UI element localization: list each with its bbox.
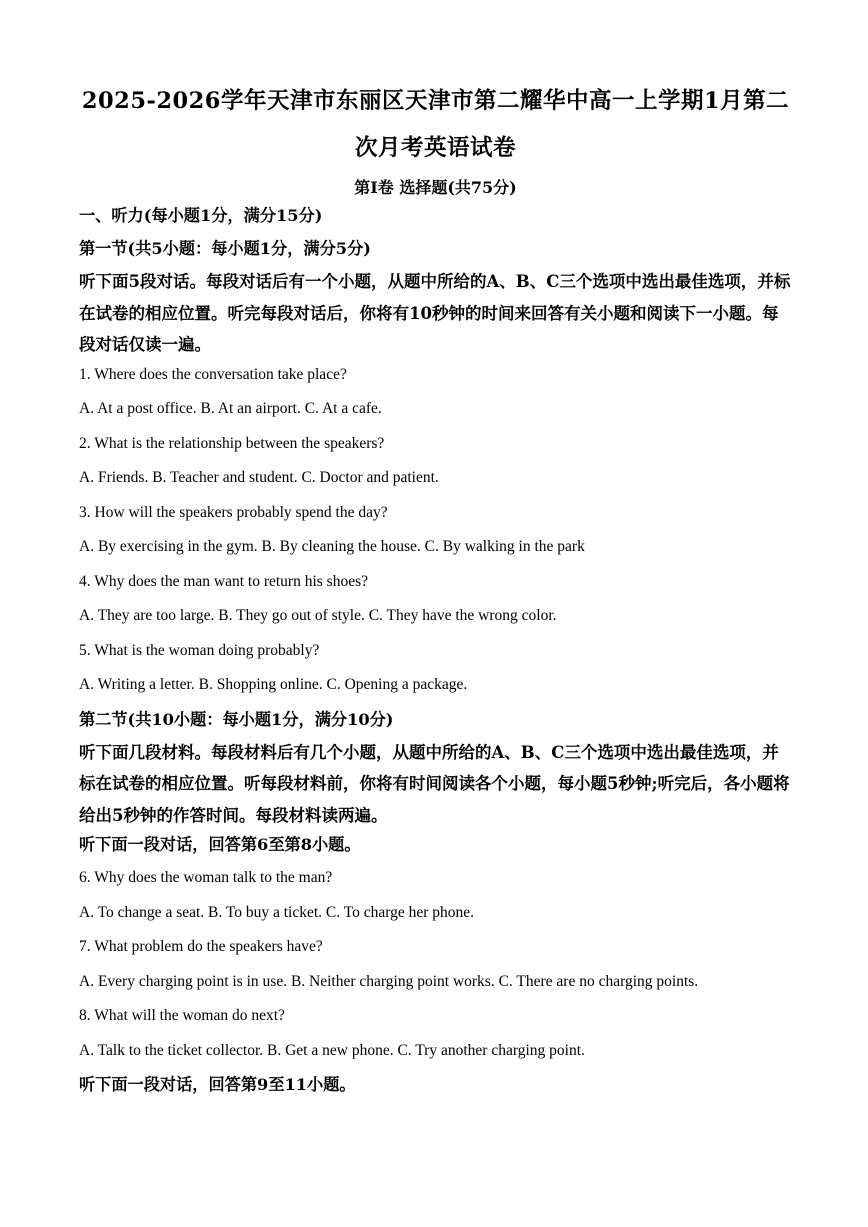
- question-options: A. By exercising in the gym. B. By cleaning the house. C. By walking in the park: [79, 538, 585, 555]
- question-stem: 7. What problem do the speakers have?: [79, 938, 323, 955]
- question-options: A. At a post office. B. At an airport. C. At a cafe.: [79, 400, 382, 417]
- question-stem: 1. Where does the conversation take place?: [79, 365, 347, 383]
- section1-instructions: 听下面5段对话。每段对话后有一个小题，从题中所给的A、B、C三个选项中选出最佳选项，并标在试卷的相应位置。听完每段对话后，你将有10秒钟的时间来回答有关小题和阅读下一小题。每段对话仅读一遍。: [79, 272, 791, 354]
- question-options: A. They are too large. B. They go out of style. C. They have the wrong color.: [79, 607, 557, 624]
- question-options: A. Every charging point is in use. B. Neither charging point works. C. There are no charging points.: [79, 972, 699, 990]
- question-stem: 6. Why does the woman talk to the man?: [79, 869, 333, 886]
- group2-heading: 听下面一段对话，回答第9至11小题。: [79, 1075, 356, 1094]
- section1-heading: 第一节(共5小题：每小题1分，满分5分): [79, 239, 371, 258]
- question-stem: 3. How will the speakers probably spend the day?: [79, 503, 388, 521]
- question-options: A. Friends. B. Teacher and student. C. Doctor and patient.: [79, 469, 439, 486]
- listening-heading: 一、听力(每小题1分，满分15分): [79, 206, 323, 225]
- section2-instructions: 听下面几段材料。每段材料后有几个小题，从题中所给的A、B、C三个选项中选出最佳选项，并标在试卷的相应位置。听每段材料前，你将有时间阅读各个小题，每小题5秒钟;听完后，各小题将给出5秒钟的作答时间。每段材料读两遍。: [79, 742, 790, 825]
- section2-heading: 第二节(共10小题：每小题1分，满分10分): [79, 709, 394, 729]
- question-options: A. Writing a letter. B. Shopping online. C. Opening a package.: [79, 676, 468, 693]
- question-stem: 5. What is the woman doing probably?: [79, 641, 320, 659]
- question-options: A. Talk to the ticket collector. B. Get a new phone. C. Try another charging point.: [79, 1041, 585, 1059]
- question-options: A. To change a seat. B. To buy a ticket. C. To charge her phone.: [79, 903, 475, 921]
- part-heading: 第I卷 选择题(共75分): [354, 178, 517, 197]
- question-stem: 4. Why does the man want to return his shoes?: [79, 572, 368, 590]
- document-title: 2025-2026学年天津市东丽区天津市第二耀华中高一上学期1月第二次月考英语试卷: [81, 88, 790, 161]
- group1-heading: 听下面一段对话，回答第6至第8小题。: [79, 835, 361, 854]
- section1-question-list: [79, 365, 792, 696]
- question-stem: 8. What will the woman do next?: [79, 1007, 285, 1024]
- section2-question-list: [79, 868, 792, 1061]
- question-stem: 2. What is the relationship between the speakers?: [79, 434, 385, 452]
